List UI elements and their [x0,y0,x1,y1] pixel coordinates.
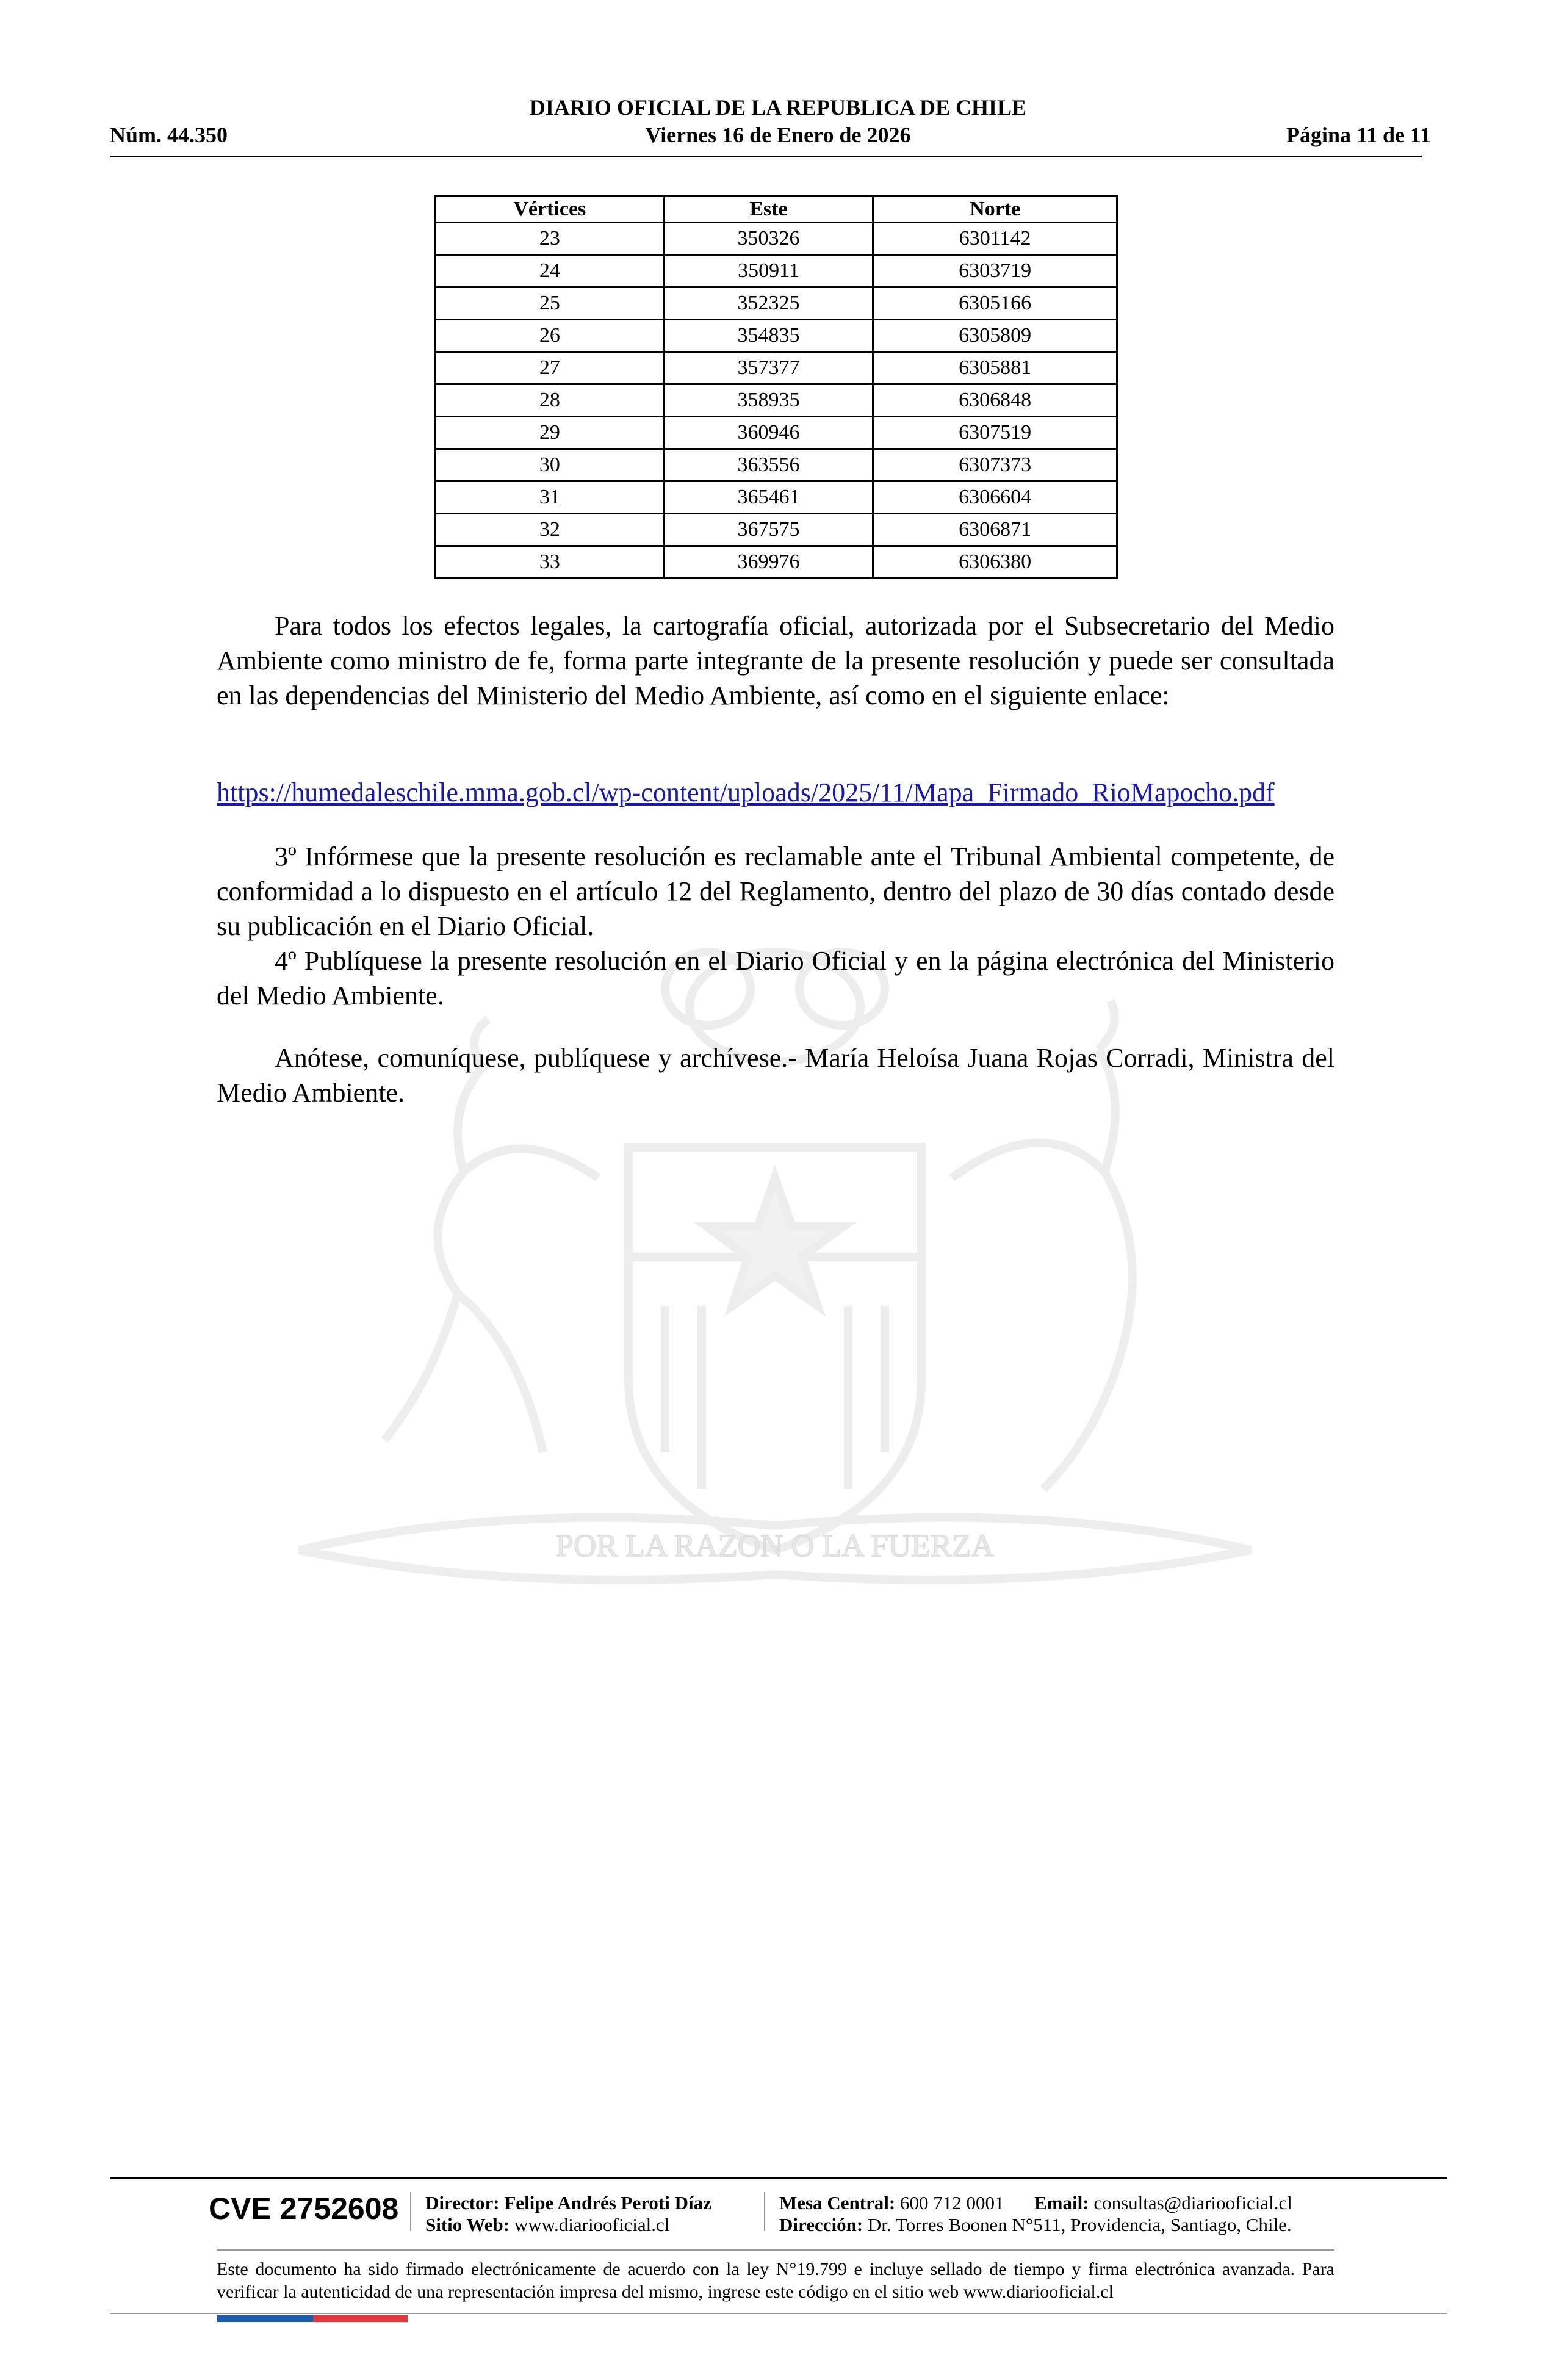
cartography-paragraph-block [217,608,1334,713]
norte-cell: 6305809 [873,320,1117,352]
norte-cell: 6306871 [873,514,1117,546]
este-cell: 352325 [664,287,873,320]
norte-cell: 6301142 [873,223,1117,255]
este-cell: 365461 [664,481,873,514]
footer-website [425,2214,669,2236]
table-body [436,223,1117,579]
table-header-row [436,197,1117,223]
vertex-cell: 27 [436,352,665,384]
este-cell: 358935 [664,384,873,417]
column-header-este: Este [664,197,873,223]
resolution-articles-block [217,839,1334,1013]
norte-cell: 6306848 [873,384,1117,417]
este-cell: 350326 [664,223,873,255]
vertex-cell: 29 [436,417,665,449]
vertex-cell: 30 [436,449,665,481]
vertex-cell: 33 [436,546,665,579]
email-value[interactable]: consultas@diariooficial.cl [1093,2192,1292,2213]
page-indicator: Página 11 de 11 [1286,123,1431,147]
vertex-cell: 26 [436,320,665,352]
este-cell: 354835 [664,320,873,352]
electronic-signature-notice: Este documento ha sido firmado electrónicamente de acuerdo con la ley N°19.799 e incluye sellado de tiempo y firma electrónica avanzada. Para verificar la autenticidad de una representación impresa del mismo, ingrese este código en el sitio web www.diariooficial.cl [217,2259,1334,2302]
mesa-central-value: 600 712 0001 [900,2192,1004,2213]
coat-of-arms-icon [201,915,1349,1709]
table-row [436,384,1117,417]
table-row [436,255,1117,287]
coat-of-arms-watermark [201,915,1349,1709]
table-row [436,514,1117,546]
table-row [436,449,1117,481]
table-row [436,352,1117,384]
email-label: Email: [1034,2192,1089,2213]
vertex-cell: 28 [436,384,665,417]
footer-divider-middle [217,2249,1334,2251]
vertex-cell: 32 [436,514,665,546]
table-row [436,481,1117,514]
table-row [436,320,1117,352]
flag-stripe-blue [217,2315,313,2322]
vertex-cell: 24 [436,255,665,287]
vertex-cell: 31 [436,481,665,514]
este-cell: 357377 [664,352,873,384]
norte-cell: 6305166 [873,287,1117,320]
newspaper-title: DIARIO OFICIAL DE LA REPUBLICA DE CHILE [529,95,1027,120]
table-row [436,287,1117,320]
watermark-motto: POR LA RAZON O LA FUERZA [556,1529,994,1563]
norte-cell: 6307519 [873,417,1117,449]
closing-block [217,1040,1334,1110]
table-row [436,223,1117,255]
article-4-paragraph: 4º Publíquese la presente resolución en el Diario Oficial y en la página electrónica del Ministerio del Medio Ambiente. [217,946,1334,1011]
vertex-cell: 23 [436,223,665,255]
address-label: Dirección: [779,2214,863,2235]
norte-cell: 6303719 [873,255,1117,287]
closing-paragraph: Anótese, comuníquese, publíquese y archívese.- María Heloísa Juana Rojas Corradi, Ministra del Medio Ambiente. [217,1043,1334,1108]
website-label: Sitio Web: [425,2214,510,2235]
este-cell: 369976 [664,546,873,579]
cartography-map-link[interactable]: https://humedaleschile.mma.gob.cl/wp-content/uploads/2025/11/Mapa_Firmado_RioMapocho.pdf [217,777,1275,807]
column-header-vertices: Vértices [436,197,665,223]
este-cell: 350911 [664,255,873,287]
cartography-paragraph: Para todos los efectos legales, la cartografía oficial, autorizada por el Subsecretario del Medio Ambiente como ministro de fe, forma parte integrante de la presente resolución y puede ser consultada en las dependencias del Ministerio del Medio Ambiente, así como en el siguiente enlace: [217,611,1334,710]
norte-cell: 6307373 [873,449,1117,481]
footer-divider-bottom [110,2313,1447,2314]
website-value[interactable]: www.diariooficial.cl [514,2214,670,2235]
footer-separator [410,2192,411,2231]
flag-stripe-red [313,2315,408,2322]
norte-cell: 6306604 [873,481,1117,514]
norte-cell: 6306380 [873,546,1117,579]
header-divider [110,156,1422,157]
column-header-norte: Norte [873,197,1117,223]
issue-date: Viernes 16 de Enero de 2026 [645,123,911,147]
issue-number: Núm. 44.350 [110,123,228,147]
table-row [436,546,1117,579]
mesa-central-label: Mesa Central: [779,2192,896,2213]
footer-address [779,2214,1292,2236]
footer-contact [779,2192,1292,2214]
footer-director [425,2192,711,2214]
cve-code: CVE 2752608 [209,2191,399,2226]
footer-separator [764,2192,765,2231]
footer-divider-top [110,2177,1447,2179]
director-name: Felipe Andrés Peroti Díaz [504,2192,711,2213]
table-row [436,417,1117,449]
este-cell: 363556 [664,449,873,481]
este-cell: 367575 [664,514,873,546]
vertex-cell: 25 [436,287,665,320]
este-cell: 360946 [664,417,873,449]
norte-cell: 6305881 [873,352,1117,384]
address-value: Dr. Torres Boonen N°511, Providencia, Santiago, Chile. [867,2214,1292,2235]
article-3-paragraph: 3º Infórmese que la presente resolución es reclamable ante el Tribunal Ambiental competente, de conformidad a lo dispuesto en el artículo 12 del Reglamento, dentro del plazo de 30 días contado desde su publicación en el Diario Oficial. [217,842,1334,941]
director-label: Director: [425,2192,500,2213]
vertex-coordinates-table [434,195,1118,579]
